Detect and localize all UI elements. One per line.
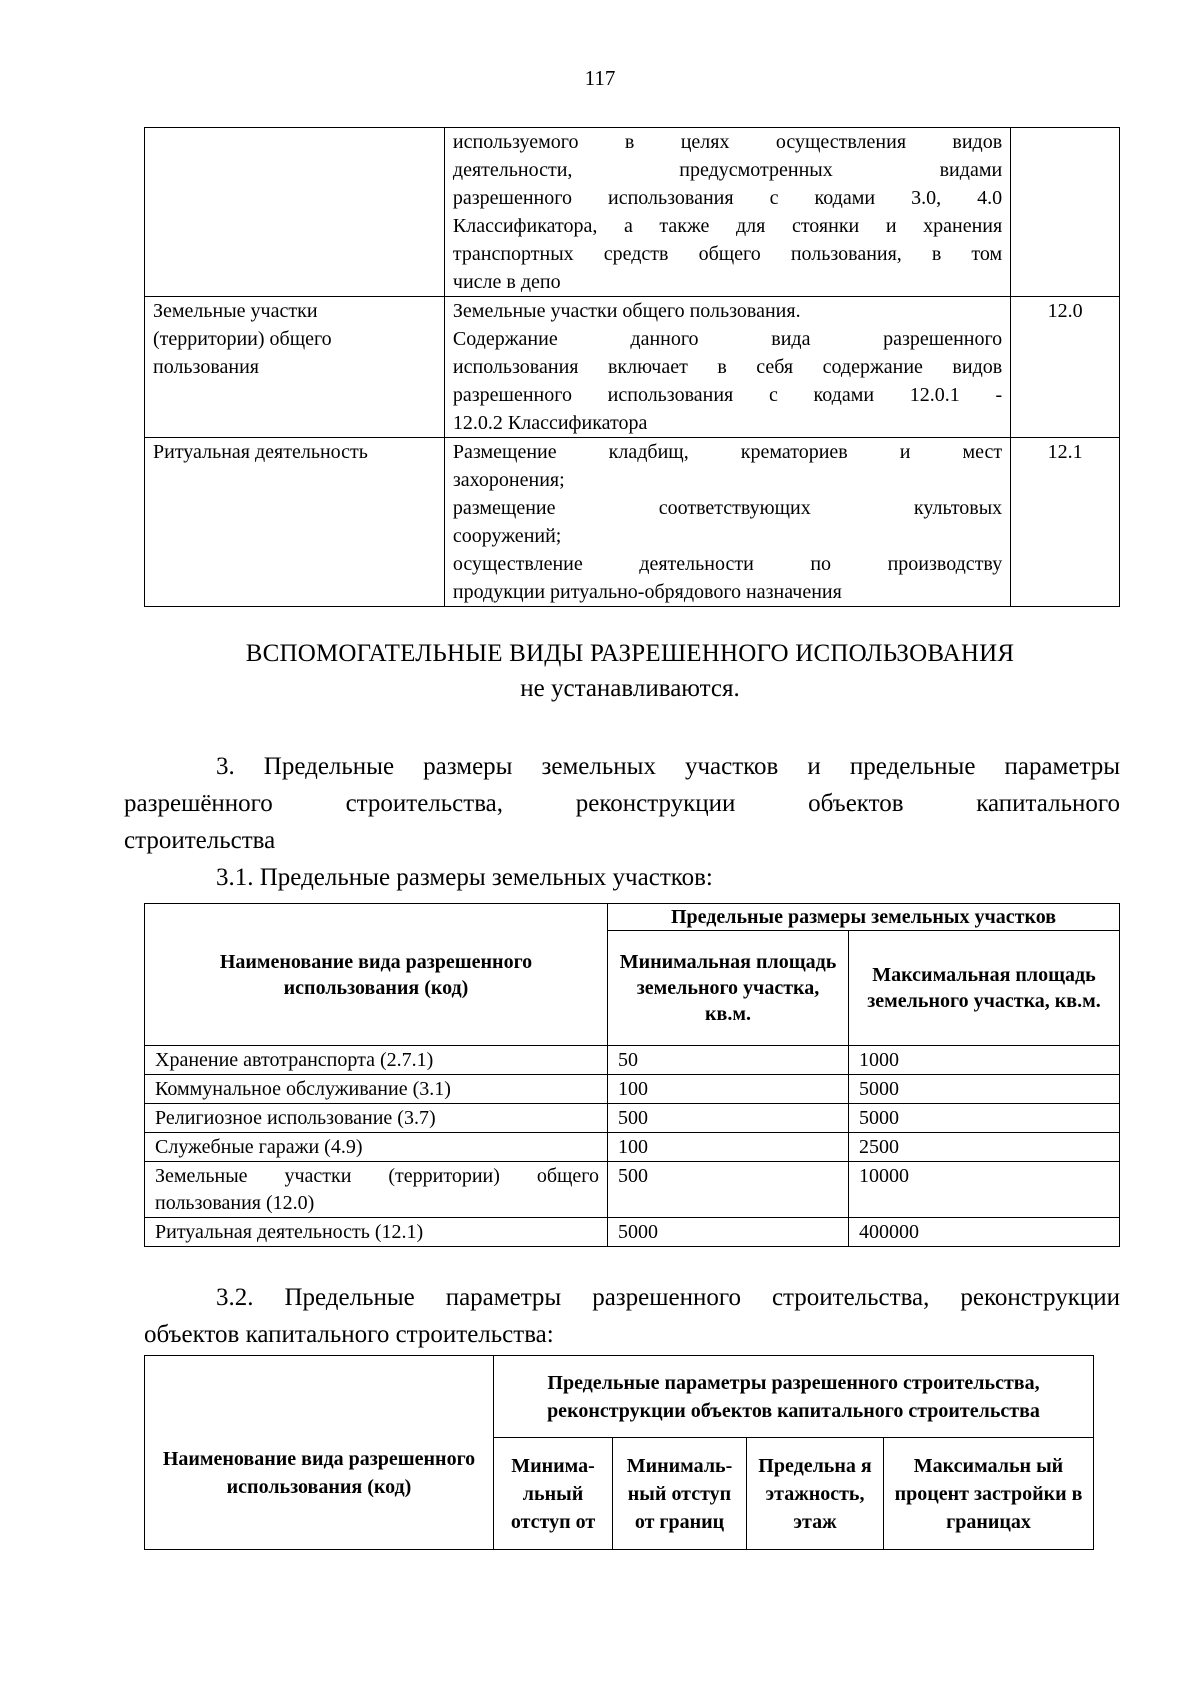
t1-row	[145, 297, 1120, 438]
t1-description-line: разрешенного использования с кодами 3.0, 4.0	[452, 187, 1003, 209]
t2-use-name: Земельные участки (территории) общего пользования (12.0)	[145, 1162, 608, 1218]
t3-header-col4: Максимальн ый процент застройки в границах	[884, 1438, 1094, 1550]
t1-use-code: 12.0	[1011, 297, 1120, 438]
page-number: 117	[584, 66, 616, 90]
t3-header-col1: Минима-льный отступ от	[494, 1438, 613, 1550]
section-3-heading	[124, 748, 1120, 896]
t1-description-line: разрешенного использования с кодами 12.0.1 -	[452, 384, 1003, 406]
t3-header-col2: Минималь-ный отступ от границ	[613, 1438, 747, 1550]
section-3-line-3: строительства	[124, 827, 276, 854]
t2-max-area: 5000	[849, 1075, 1120, 1104]
t1-description-line: продукции ритуально-обрядового назначения	[452, 581, 842, 603]
t1-use-name	[145, 438, 445, 607]
t1-use-name-line: Ритуальная деятельность	[153, 441, 368, 463]
t1-use-code	[1011, 128, 1120, 297]
auxiliary-uses-note: не устанавливаются.	[520, 675, 740, 702]
t2-row	[145, 1218, 1120, 1247]
section-3-2-heading	[144, 1279, 1120, 1353]
t1-description-line: использования включает в себя содержание видов	[452, 356, 1003, 378]
t2-header-group: Предельные размеры земельных участков	[608, 904, 1120, 931]
t1-use-name	[145, 297, 445, 438]
t1-description-line: деятельности, предусмотренных видами	[452, 159, 1003, 181]
t2-use-name: Коммунальное обслуживание (3.1)	[145, 1075, 608, 1104]
t2-max-area: 2500	[849, 1133, 1120, 1162]
t2-min-area: 100	[608, 1075, 849, 1104]
t2-max-area: 1000	[849, 1046, 1120, 1075]
t2-header-max: Максимальная площадь земельного участка, кв.м.	[849, 931, 1120, 1046]
t1-use-name-line: Земельные участки	[153, 300, 318, 322]
t2-row	[145, 1075, 1120, 1104]
t1-description-line: сооружений;	[452, 525, 562, 547]
t2-use-name: Хранение автотранспорта (2.7.1)	[145, 1046, 608, 1075]
section-3-2-line-2: объектов капитального строительства:	[144, 1321, 554, 1348]
t2-min-area: 500	[608, 1104, 849, 1133]
t1-use-description	[444, 438, 1010, 607]
t1-description-line: числе в депо	[452, 271, 561, 293]
section-3-1-heading: 3.1. Предельные размеры земельных участков:	[216, 864, 713, 891]
t2-header-name: Наименование вида разрешенного использования (код)	[145, 904, 608, 1046]
t2-min-area: 50	[608, 1046, 849, 1075]
t1-description-line: Классификатора, а также для стоянки и хранения	[452, 215, 1003, 237]
t1-description-line: Земельные участки общего пользования.	[452, 300, 801, 322]
t2-row	[145, 1133, 1120, 1162]
t1-use-name-line: (территории) общего	[153, 328, 332, 350]
section-3-2-line-1: 3.2. Предельные параметры разрешенного строительства, реконструкции	[216, 1284, 1120, 1311]
t1-use-code: 12.1	[1011, 438, 1120, 607]
t1-use-description	[444, 128, 1010, 297]
section-3-line-1: 3. Предельные размеры земельных участков и предельные параметры	[216, 753, 1120, 780]
t1-description-line: захоронения;	[452, 469, 565, 491]
t2-min-area: 100	[608, 1133, 849, 1162]
t3-header-col3: Предельна я этажность, этаж	[747, 1438, 884, 1550]
t2-header-min: Минимальная площадь земельного участка, кв.м.	[608, 931, 849, 1046]
t1-description-line: размещение соответствующих культовых	[452, 497, 1003, 519]
t1-use-name-line: пользования	[153, 356, 259, 378]
t2-row	[145, 1046, 1120, 1075]
t2-row	[145, 1104, 1120, 1133]
t2-max-area: 400000	[849, 1218, 1120, 1247]
land-plot-size-table	[144, 903, 1120, 1247]
t3-header-group: Предельные параметры разрешенного строительства, реконструкции объектов капитального строительства	[494, 1356, 1094, 1438]
t2-use-name: Служебные гаражи (4.9)	[145, 1133, 608, 1162]
t1-use-description	[444, 297, 1010, 438]
t1-description-line: осуществление деятельности по производству	[452, 553, 1003, 575]
t1-description-line: Содержание данного вида разрешенного	[452, 328, 1003, 350]
section-3-line-2: разрешённого строительства, реконструкции объектов капитального	[124, 790, 1120, 817]
t1-description-line: 12.0.2 Классификатора	[452, 412, 648, 434]
t1-row	[145, 128, 1120, 297]
t3-header-name: Наименование вида разрешенного использования (код)	[145, 1356, 494, 1550]
t1-description-line: используемого в целях осуществления видов	[452, 131, 1003, 153]
t2-use-name: Ритуальная деятельность (12.1)	[145, 1218, 608, 1247]
t2-min-area: 5000	[608, 1218, 849, 1247]
t1-description-line: транспортных средств общего пользования, в том	[452, 243, 1003, 265]
auxiliary-uses-heading: ВСПОМОГАТЕЛЬНЫЕ ВИДЫ РАЗРЕШЕННОГО ИСПОЛЬЗОВАНИЯ	[245, 640, 1015, 667]
t1-description-line: Размещение кладбищ, крематориев и мест	[452, 441, 1003, 463]
construction-parameters-table	[144, 1355, 1094, 1550]
t2-min-area: 500	[608, 1162, 849, 1218]
t2-max-area: 5000	[849, 1104, 1120, 1133]
permitted-use-table	[144, 127, 1120, 607]
t1-use-name	[145, 128, 445, 297]
t1-row	[145, 438, 1120, 607]
t2-max-area: 10000	[849, 1162, 1120, 1218]
t2-use-name: Религиозное использование (3.7)	[145, 1104, 608, 1133]
t2-row	[145, 1162, 1120, 1218]
